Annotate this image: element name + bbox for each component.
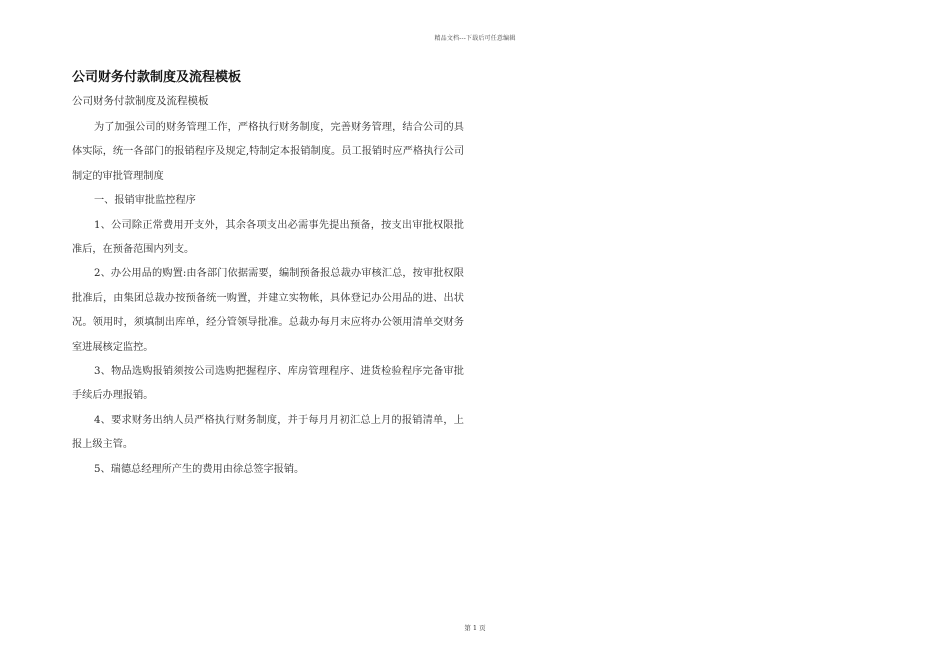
intro-paragraph: 为了加强公司的财务管理工作，严格执行财务制度，完善财务管理，结合公司的具体实际，统一各部门的报销程序及规定,特制定本报销制度。员工报销时应严格执行公司制定的审批管理制度	[72, 122, 464, 182]
page-number: 第 1 页	[464, 624, 486, 632]
header-note: 精品文档---下载后可任意编辑	[434, 35, 516, 42]
list-item: 1、公司除正常费用开支外，其余各项支出必需事先提出预备，按支出审批权限批准后，在预备范围内列支。	[72, 219, 464, 256]
list-item: 5、瑞德总经理所产生的费用由徐总签字报销。	[94, 463, 305, 475]
document-title: 公司财务付款制度及流程模板	[72, 70, 242, 85]
list-item: 3、物品选购报销须按公司选购把握程序、库房管理程序、进货检验程序完备审批手续后办理报销。	[72, 366, 464, 402]
document-subtitle: 公司财务付款制度及流程模板	[72, 95, 209, 107]
document-body	[72, 116, 464, 482]
list-item: 4、要求财务出纳人员严格执行财务制度，并于每月月初汇总上月的报销清单，上报上级主管。	[72, 414, 464, 451]
list-item: 2、办公用品的购置:由各部门依据需要，编制预备报总裁办审核汇总，按审批权限批准后，由集团总裁办按预备统一购置，并建立实物帐，具体登记办公用品的进、出状况。领用时，须填制出库单，经分管领导批准。总裁办每月末应将办公领用清单交财务室进展核定监控。	[72, 268, 464, 353]
section-heading: 一、报销审批监控程序	[94, 195, 196, 207]
